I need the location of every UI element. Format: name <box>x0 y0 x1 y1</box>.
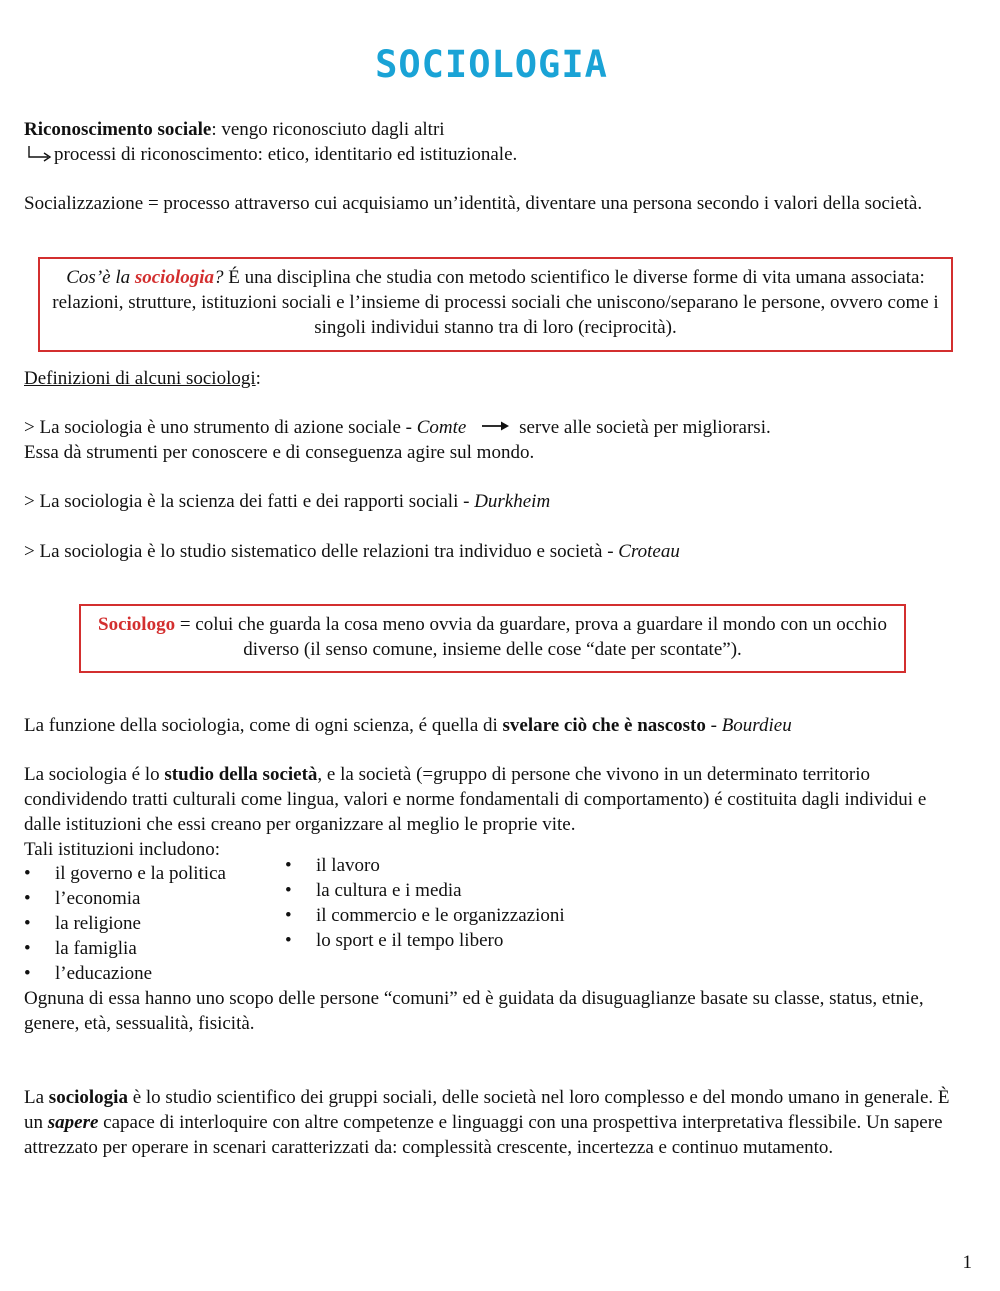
istituzioni-list-left <box>24 861 226 986</box>
definition-author: Comte <box>416 417 467 438</box>
list-item <box>24 936 226 961</box>
list-item-label: la famiglia <box>55 938 137 959</box>
funzione-b: - <box>705 715 722 736</box>
box2-text: = colui che guarda la cosa meno ovvia da guardare, prova a guardare il mondo con un occhio diverso (il senso comune, insieme delle cose “date per scontate”). <box>175 614 887 660</box>
funzione-a: La funzione della sociologia, come di ogni scienza, é quella di <box>24 715 503 736</box>
finale-a: La <box>24 1087 49 1108</box>
definition-box-sociologia <box>38 257 953 352</box>
list-item <box>285 928 565 953</box>
socializzazione-paragraph: Socializzazione = processo attraverso cui acquisiamo un’identità, diventare una persona secondo i valori della società. <box>24 193 923 214</box>
box1-lead-a: Cos’è la <box>66 267 135 288</box>
riconoscimento-definition: : vengo riconosciuto dagli altri <box>211 119 445 140</box>
funzione-author: Bourdieu <box>721 715 792 736</box>
ognuna-paragraph: Ognuna di essa hanno uno scopo delle persone “comuni” ed è guidata da disuguaglianze basate su classe, status, etnie, genere, età, sessualità, fisicità. <box>24 988 924 1034</box>
istituzioni-list-right <box>285 853 565 953</box>
list-item <box>24 861 226 886</box>
finale-b: è lo studio scientifico dei gruppi sociali, delle società nel loro complesso e del mondo umano in generale. È un <box>24 1087 950 1133</box>
bullet: • <box>24 963 31 984</box>
list-item-label: il lavoro <box>316 855 380 876</box>
funzione-bold: svelare ciò che è nascosto <box>502 715 706 736</box>
riconoscimento-paragraph <box>24 117 959 167</box>
definition-durkheim <box>24 489 959 514</box>
list-item <box>285 903 565 928</box>
list-item <box>285 853 565 878</box>
list-item <box>24 886 226 911</box>
list-item <box>285 878 565 903</box>
definition-text: > La sociologia è lo studio sistematico delle relazioni tra individuo e società - <box>24 541 619 562</box>
definitions-heading: Definizioni di alcuni sociologi <box>24 368 256 389</box>
list-item-label: lo sport e il tempo libero <box>316 930 504 951</box>
page-title: SOCIOLOGIA <box>375 43 608 86</box>
bullet: • <box>24 888 31 909</box>
bullet: • <box>24 863 31 884</box>
bullet: • <box>24 938 31 959</box>
hook-arrow-icon <box>24 145 54 163</box>
definition-comte-extra: Essa dà strumenti per conoscere e di conseguenza agire sul mondo. <box>24 442 535 463</box>
box1-lead-red: sociologia <box>134 267 215 288</box>
riconoscimento-term: Riconoscimento sociale <box>24 119 212 140</box>
list-item-label: il commercio e le organizzazioni <box>316 905 565 926</box>
definitions-heading-line <box>24 366 959 391</box>
definition-author: Durkheim <box>474 491 551 512</box>
studio-paragraph <box>24 762 949 837</box>
bullet: • <box>285 905 292 926</box>
list-item-label: il governo e la politica <box>55 863 226 884</box>
definition-after: serve alle società per migliorarsi. <box>519 417 771 438</box>
definition-text: > La sociologia è la scienza dei fatti e dei rapporti sociali - <box>24 491 475 512</box>
definition-comte <box>24 415 959 465</box>
right-arrow-icon <box>481 420 511 432</box>
finale-bolditalic: sapere <box>47 1112 99 1133</box>
page-number: 1 <box>962 1252 972 1273</box>
box1-text: É una disciplina che studia con metodo scientifico le diverse forme di vita umana associata: relazioni, strutture, istituzioni sociali e l’insieme di processi sociali che uniscono/separano le persone, ovvero come i singoli individui stanno tra di loro (reciprocità). <box>52 267 939 338</box>
bullet: • <box>285 930 292 951</box>
finale-paragraph <box>24 1085 954 1160</box>
definition-croteau <box>24 539 959 564</box>
definition-text: > La sociologia è uno strumento di azione sociale - <box>24 417 417 438</box>
funzione-paragraph <box>24 713 959 738</box>
bullet: • <box>285 880 292 901</box>
bullet: • <box>285 855 292 876</box>
istituzioni-intro: Tali istituzioni includono: <box>24 839 221 860</box>
bullet: • <box>24 913 31 934</box>
finale-bold: sociologia <box>48 1087 128 1108</box>
list-item-label: la religione <box>55 913 141 934</box>
studio-b: , e la società (=gruppo di persone che vivono in un determinato territorio condividendo tratti culturali come lingua, valori e norme fondamentali di comportamento) é costituita dagli individui e dalle istituzioni che essi creano per organizzare al meglio le proprie vite. <box>24 764 927 835</box>
riconoscimento-sub: processi di riconoscimento: etico, identitario ed istituzionale. <box>54 144 518 165</box>
finale-c: capace di interloquire con altre competenze e linguaggi con una prospettiva interpretativa flessibile. Un sapere attrezzato per operare in scenari caratterizzati da: complessità crescente, incertezza e continuo mutamento. <box>24 1112 943 1158</box>
studio-bold: studio della società <box>164 764 318 785</box>
definitions-colon: : <box>255 368 261 389</box>
definition-box-sociologo <box>79 604 906 673</box>
box2-term: Sociologo <box>98 614 176 635</box>
box1-lead-b: ? <box>214 267 224 288</box>
list-item-label: l’educazione <box>55 963 153 984</box>
list-item-label: l’economia <box>55 888 141 909</box>
studio-a: La sociologia é lo <box>24 764 165 785</box>
list-item <box>24 911 226 936</box>
definition-author: Croteau <box>618 541 680 562</box>
list-item-label: la cultura e i media <box>316 880 462 901</box>
list-item <box>24 961 226 986</box>
